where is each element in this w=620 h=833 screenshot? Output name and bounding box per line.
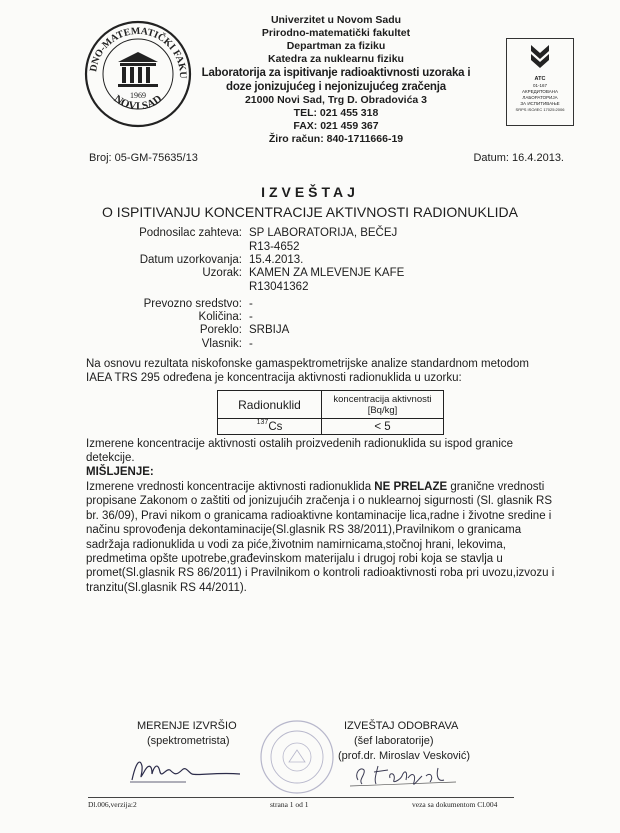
field-label: Uzorak: bbox=[202, 267, 242, 279]
laboratory-stamp bbox=[258, 718, 336, 796]
laboratory-name-line2: doze jonizujućeg i nejonizujućeg zračenja bbox=[226, 81, 446, 93]
measured-by-role: (spektrometrista) bbox=[147, 735, 230, 747]
table-header-activity bbox=[322, 391, 444, 419]
accreditation-number: 01-167 bbox=[532, 83, 547, 88]
field-label: Poreklo: bbox=[199, 324, 242, 336]
activity-value-cell: < 5 bbox=[322, 419, 444, 435]
approved-by-role: (šef laboratorije) bbox=[354, 735, 434, 747]
university-name: Univerzitet u Novom Sadu bbox=[270, 14, 402, 26]
report-title: IZVEŠTAJ bbox=[261, 184, 359, 200]
field-label: Količina: bbox=[198, 311, 242, 323]
field-label: Vlasnik: bbox=[201, 338, 242, 350]
footer-divider bbox=[88, 797, 514, 798]
faculty-name: Prirodno-matematički fakultet bbox=[261, 27, 411, 39]
table-header-nuclide: Radionuklid bbox=[218, 391, 322, 419]
table-row bbox=[218, 419, 444, 435]
department-name: Departman za fiziku bbox=[286, 40, 386, 52]
field-value: KAMEN ZA MLEVENJE KAFE bbox=[249, 267, 405, 279]
seal-bottom-text: NOVI SAD bbox=[111, 92, 165, 113]
nuclide-cell bbox=[218, 419, 322, 435]
opinion-text-start: Izmerene vrednosti koncentracije aktivnosti radionuklida bbox=[86, 481, 375, 493]
opinion-emphasis: NE PRELAZE bbox=[374, 481, 448, 493]
activity-header-unit: [Bq/kg] bbox=[367, 404, 398, 416]
accreditation-badge bbox=[506, 38, 574, 126]
field-value: 15.4.2013. bbox=[249, 254, 304, 266]
faculty-seal-logo bbox=[82, 18, 194, 130]
report-subtitle: O ISPITIVANJU KONCENTRACIJE AKTIVNOSTI RADIONUKLIDA bbox=[102, 204, 518, 220]
atc-logo-icon bbox=[525, 43, 555, 71]
field-label: Prevozno sredstvo: bbox=[143, 298, 242, 310]
mass-number: 137 bbox=[256, 418, 269, 426]
field-value: R13-4652 bbox=[249, 241, 300, 253]
bank-account: Žiro račun: 840-1711666-19 bbox=[268, 133, 404, 145]
laboratory-name-line1: Laboratorija za ispitivanje radioaktivnosti uzoraka i bbox=[201, 67, 471, 79]
activity-header-line1: koncentracija aktivnosti bbox=[333, 393, 432, 405]
opinion-heading: MIŠLJENJE: bbox=[86, 466, 154, 478]
seal-top-text: DNO-MATEMATIČKI FAKU bbox=[88, 25, 189, 79]
field-value: SRBIJA bbox=[249, 324, 290, 336]
institution-header bbox=[200, 14, 472, 146]
accreditation-code: ATC bbox=[534, 76, 546, 82]
analysis-intro: Na osnovu rezultata niskofonske gamaspektrometrijske analize standardnom metodom IAEA TRS 295 određena je koncentracija aktivnosti radionuklida u uzorku: bbox=[86, 358, 529, 385]
field-value: R13041362 bbox=[249, 281, 309, 293]
results-table bbox=[217, 390, 444, 435]
footer-page-count: strana 1 od 1 bbox=[270, 800, 309, 809]
footer-related-doc: veza sa dokumentom Cl.004 bbox=[412, 800, 498, 809]
accreditation-line2: ЛАБОРАТОРИЈА bbox=[522, 95, 558, 100]
field-value: SP LABORATORIJA, BEČEJ bbox=[249, 227, 398, 239]
seal-year: 1969 bbox=[130, 91, 146, 100]
chair-name: Katedra za nuklearnu fiziku bbox=[268, 53, 404, 65]
field-value: - bbox=[249, 298, 253, 310]
nuclide-symbol: Cs bbox=[268, 420, 283, 433]
fax: FAX: 021 459 367 bbox=[293, 120, 379, 132]
document-number: Broj: 05-GM-75635/13 bbox=[89, 152, 198, 164]
field-value: - bbox=[249, 338, 253, 350]
approved-by-label: IZVEŠTAJ ODOBRAVA bbox=[344, 720, 459, 732]
field-label: Podnosilac zahteva: bbox=[139, 227, 242, 239]
field-label: Datum uzorkovanja: bbox=[139, 254, 242, 266]
accreditation-line3: ЗА ИСПИТИВАЊЕ bbox=[520, 101, 560, 106]
telephone: TEL: 021 455 318 bbox=[293, 107, 379, 119]
spectrometrist-signature bbox=[126, 752, 246, 786]
accreditation-standard: SRPS ISO/IEC 17025:2006 bbox=[515, 107, 565, 112]
address: 21000 Novi Sad, Trg D. Obradovića 3 bbox=[244, 94, 428, 106]
measured-by-label: MERENJE IZVRŠIO bbox=[137, 720, 237, 732]
detection-note: Izmerene koncentracije aktivnosti ostalih proizvedenih radionuklida su ispod granice detekcije. bbox=[86, 438, 514, 465]
approver-name: (prof.dr. Miroslav Vesković) bbox=[338, 750, 471, 762]
opinion-text-end: granične vrednosti propisane Zakonom o zaštiti od jonizujućih zračenja i o nuklearnoj sigurnosti (Sl. glasnik RS br. 36/09), Pravi nikom o granicama radioaktivne kontaminacije lica,radne i životne sredine i načinu sprovođenja dekontaminacije(Sl.glasnik RS 38/2011),Pravilnikom o granicama sadržaja radionuklida u vodi za piće,životnim namirnicama,stočnoj hrani, lekovima, predmetima opšte upotrebe,građevinskom materijalu i drugoj robi koja se stavlja u promet(Sl.glasnik RS 86/2011) i Pravilnikom o kontroli radioaktivnosti roba pri uvozu,izvozu i tranzitu(Sl.glasnik RS 44/2011). bbox=[86, 481, 555, 594]
svg-text:PRIRODNO-MATEMATIČKI FAKULTET bbox=[82, 18, 188, 79]
opinion-text bbox=[86, 480, 556, 595]
accreditation-line1: АКРЕДИТОВАНА bbox=[521, 89, 559, 94]
head-signature bbox=[348, 758, 468, 790]
footer-doc-version: Dl.006,verzija:2 bbox=[88, 800, 137, 809]
field-value: - bbox=[249, 311, 253, 323]
document-date: Datum: 16.4.2013. bbox=[473, 152, 564, 164]
